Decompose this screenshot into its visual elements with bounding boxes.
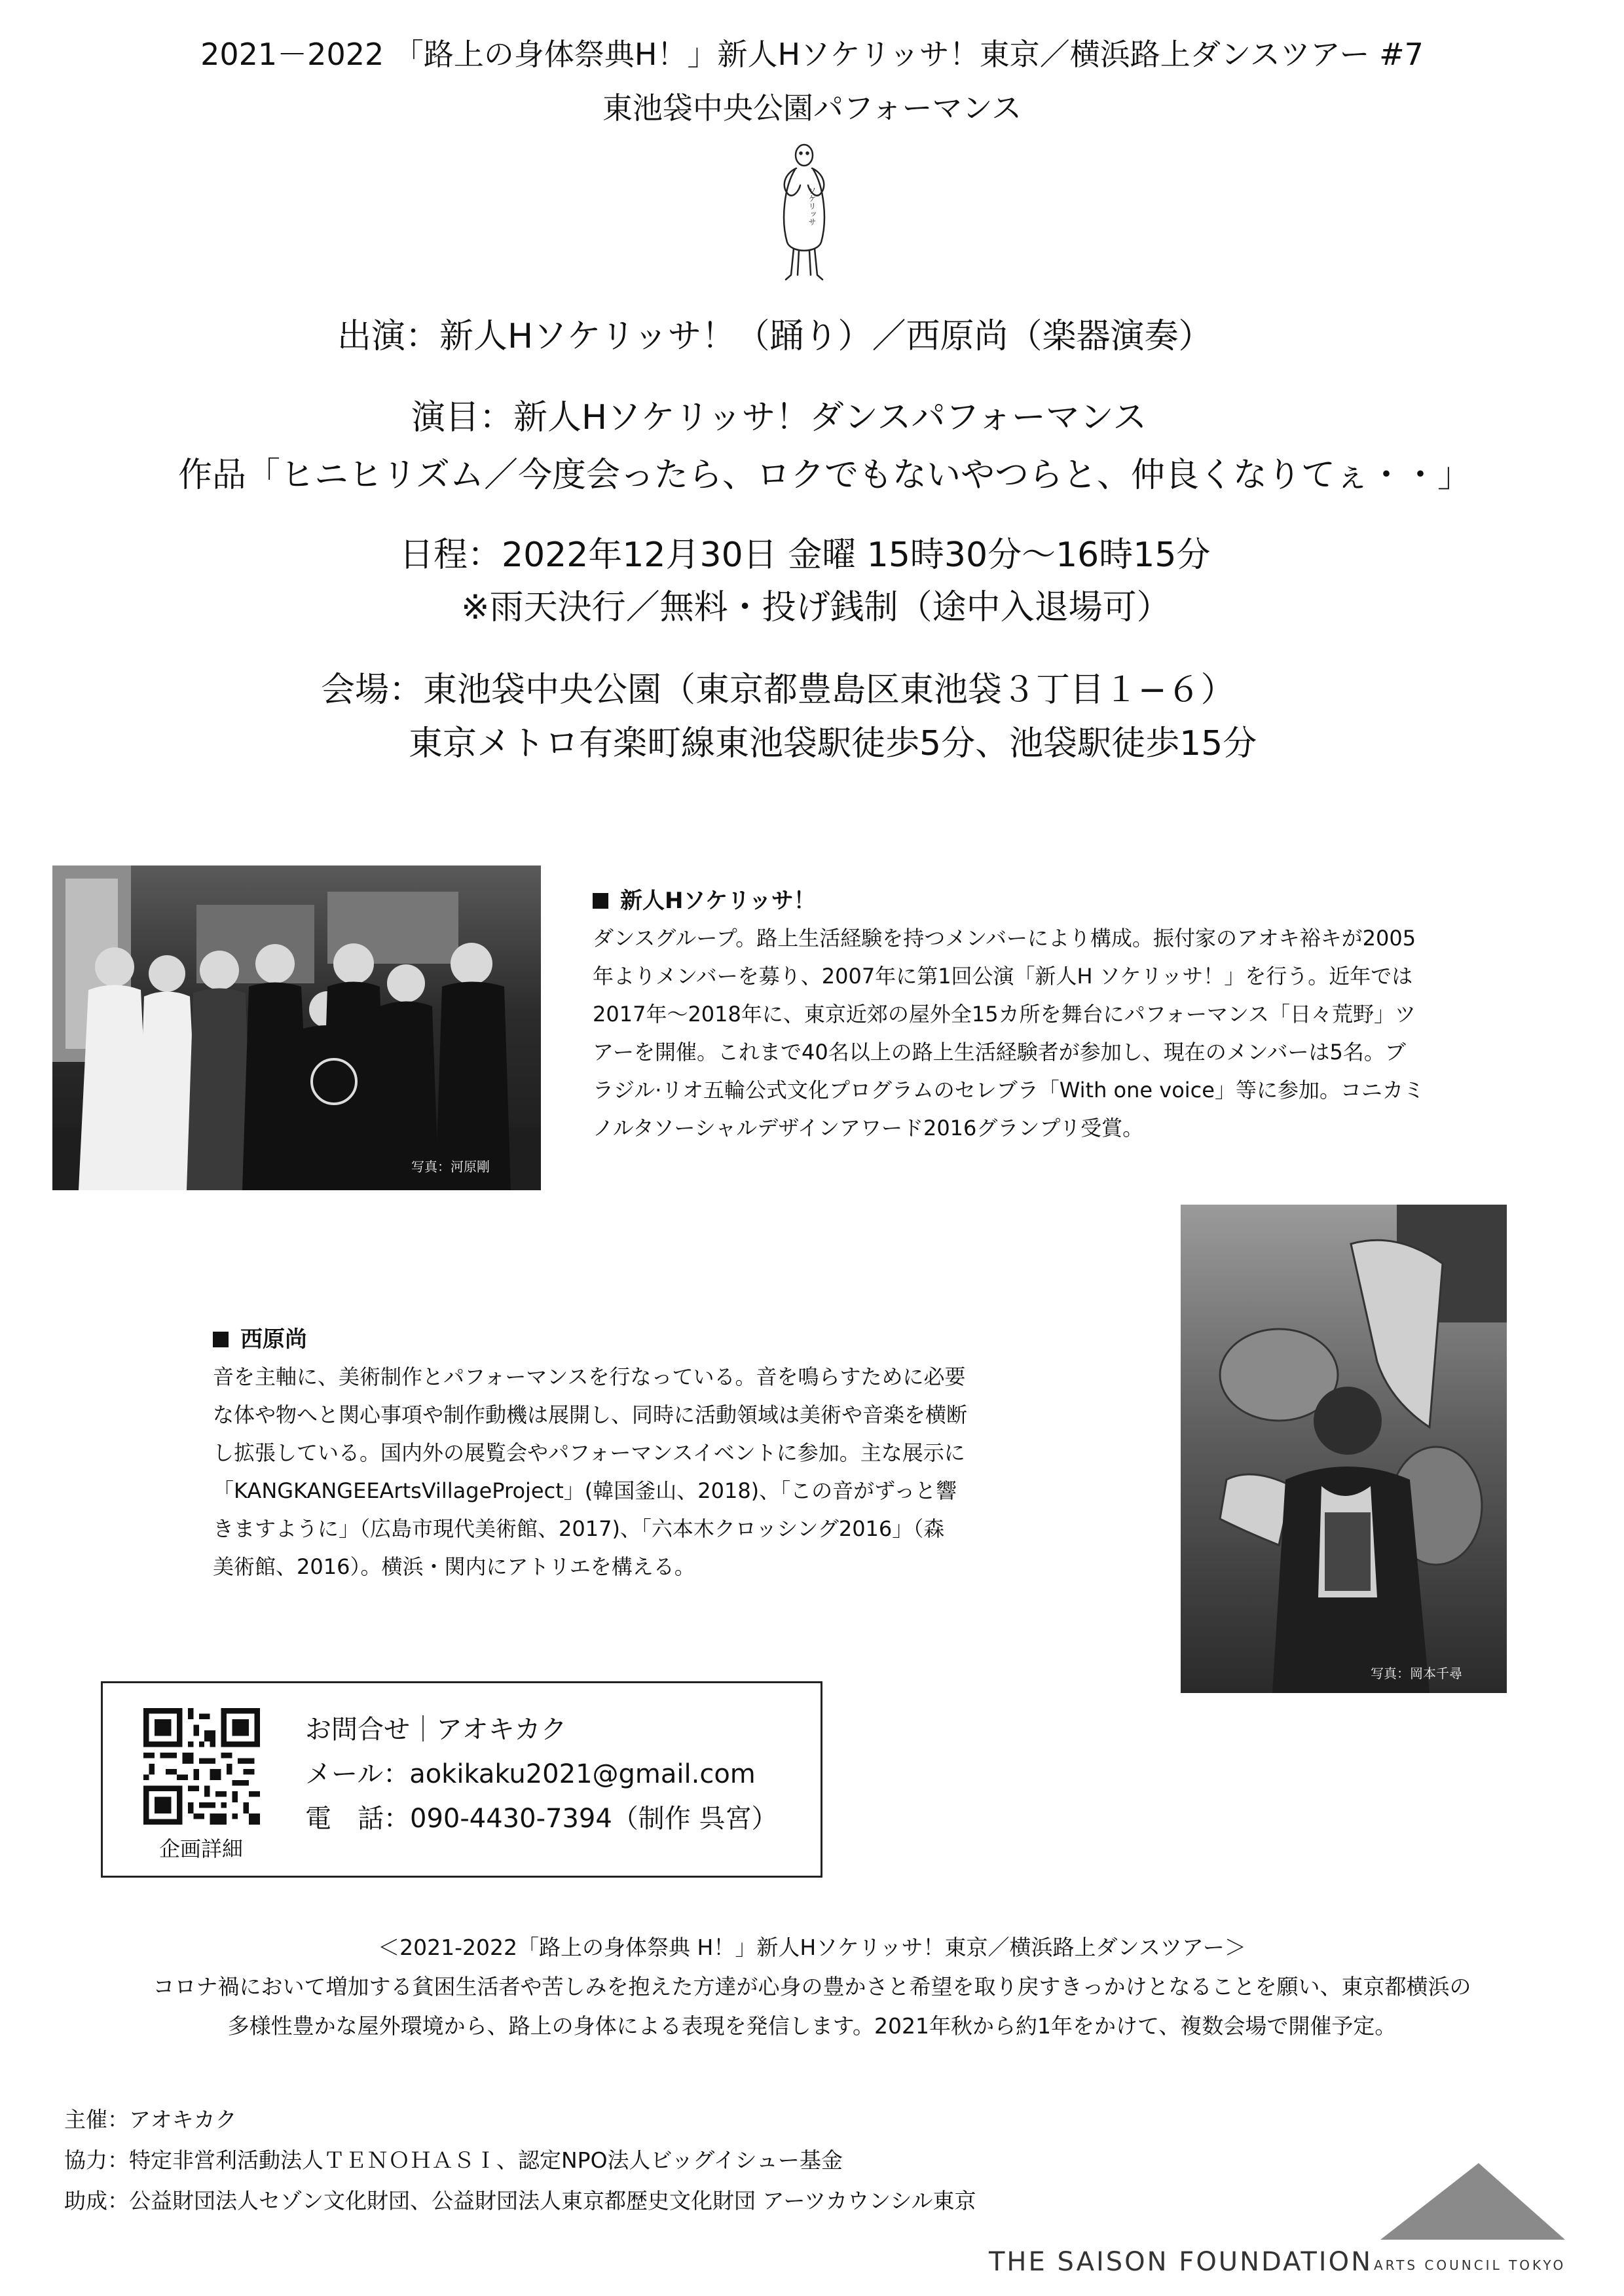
saison-foundation-logo: THE SAISON FOUNDATION xyxy=(989,2247,1373,2277)
artist-title xyxy=(213,1321,307,1353)
flyer-title: 2021－2022 「路上の身体祭典H！」新人Hソケリッサ！東京／横浜路上ダンスツアー #7 xyxy=(200,37,1424,72)
bio-line: ノルタソーシャルデザインアワード2016グランプリ受賞。 xyxy=(593,1116,1144,1140)
tour-desc-1: コロナ禍において増加する貧困生活者や苦しみを抱えた方達が心身の豊かさと希望を取り戻すきっかけとなることを願い、東京都横浜の xyxy=(153,1974,1471,1999)
contact-box xyxy=(101,1681,822,1878)
group-bio xyxy=(593,919,1424,1147)
work-line: 作品「ヒニヒリズム／今度会ったら、ロクでもないやつらと、仲良くなりてぇ・・」 xyxy=(178,456,1471,495)
bio-line: ダンスグループ。路上生活経験を持つメンバーにより構成。振付家のアオキ裕キが2005 xyxy=(593,926,1416,951)
arts-council-mountain-icon xyxy=(1374,2158,1570,2243)
cooperation-line: 協力：特定非営利活動法人ＴＥＮＯＨＡＳＩ、認定NPO法人ビッグイシュー基金 xyxy=(64,2147,843,2173)
bio-line: 美術館、2016）。横浜・関内にアトリエを構える。 xyxy=(213,1554,695,1579)
bio-line: し拡張している。国内外の展覧会やパフォーマンスイベントに参加。主な展示に xyxy=(213,1440,965,1465)
group-photo xyxy=(52,866,541,1190)
bio-line: 音を主軸に、美術制作とパフォーマンスを行なっている。音を鳴らすために必要 xyxy=(213,1364,966,1389)
bio-line: 2017年〜2018年に、東京近郊の屋外全15カ所を舞台にパフォーマンス「日々荒野」ツ xyxy=(593,1002,1416,1027)
artist-photo xyxy=(1181,1205,1507,1693)
tour-title: ＜2021-2022「路上の身体祭典 H！」新人Hソケリッサ！東京／横浜路上ダンスツアー＞ xyxy=(378,1935,1246,1960)
mascot-caption: ソケリッサ xyxy=(807,187,817,226)
organizer-line: 主催：アオキカク xyxy=(64,2107,237,2132)
venue-line: 会場：東池袋中央公園（東京都豊島区東池袋３丁目１−６） xyxy=(321,670,1235,710)
inquiry-line: お問合せ｜アオキカク xyxy=(305,1715,567,1745)
group-title-text: 新人Hソケリッサ！ xyxy=(620,888,816,914)
mascot-illustration xyxy=(758,141,850,288)
cast-line: 出演：新人Hソケリッサ！（踊り）／西原尚（楽器演奏） xyxy=(337,317,1213,356)
artist-photo-credit: 写真：岡本千尋 xyxy=(1371,1666,1462,1681)
rain-note: ※雨天決行／無料・投げ銭制（途中入退場可） xyxy=(461,588,1171,627)
bio-line: 年よりメンバーを募り、2007年に第1回公演「新人H ソケリッサ！」を行う。近年では xyxy=(593,964,1413,989)
artist-title-text: 西原尚 xyxy=(240,1326,307,1353)
date-line: 日程：2022年12月30日 金曜 15時30分〜16時15分 xyxy=(399,536,1211,575)
bio-line: きますように」（広島市現代美術館、2017)、「六本木クロッシング2016」（森 xyxy=(213,1516,945,1541)
flyer-subtitle: 東池袋中央公園パフォーマンス xyxy=(602,90,1022,126)
email-line[interactable]: メール：aokikaku2021@gmail.com xyxy=(305,1759,756,1789)
bio-line: 「KANGKANGEEArtsVillageProject」(韓国釜山、2018)、「この音がずっと響 xyxy=(213,1478,957,1503)
group-photo-credit: 写真：河原剛 xyxy=(411,1159,490,1175)
qr-label: 企画詳細 xyxy=(158,1836,243,1861)
program-line: 演目：新人Hソケリッサ！ダンスパフォーマンス xyxy=(411,398,1147,437)
bio-line: な体や物へと関心事項や制作動機は展開し、同時に活動領域は美術や音楽を横断 xyxy=(213,1402,968,1427)
support-line: 助成：公益財団法人セゾン文化財団、公益財団法人東京都歴史文化財団 アーツカウンシル東京 xyxy=(64,2188,976,2214)
bullet-square-icon xyxy=(213,1332,229,1347)
arts-council-tokyo-logo: ARTS COUNCIL TOKYO xyxy=(1374,2257,1566,2273)
artist-bio xyxy=(213,1358,967,1586)
phone-line[interactable]: 電 話：090-4430-7394（制作 呉宮） xyxy=(305,1804,778,1834)
group-title xyxy=(593,883,816,915)
access-line: 東京メトロ有楽町線東池袋駅徒歩5分、池袋駅徒歩15分 xyxy=(409,724,1257,763)
tour-desc-2: 多様性豊かな屋外環境から、路上の身体による表現を発信します。2021年秋から約1年をかけて、複数会場で開催予定。 xyxy=(227,2013,1397,2039)
qr-code-icon[interactable] xyxy=(143,1708,260,1825)
bullet-square-icon xyxy=(593,893,608,909)
bio-line: アーを開催。これまで40名以上の路上生活経験者が参加し、現在のメンバーは5名。ブ xyxy=(593,1040,1406,1065)
bio-line: ラジル·リオ五輪公式文化プログラムのセレブラ「With one voice」等に参加。コニカミ xyxy=(593,1078,1424,1102)
